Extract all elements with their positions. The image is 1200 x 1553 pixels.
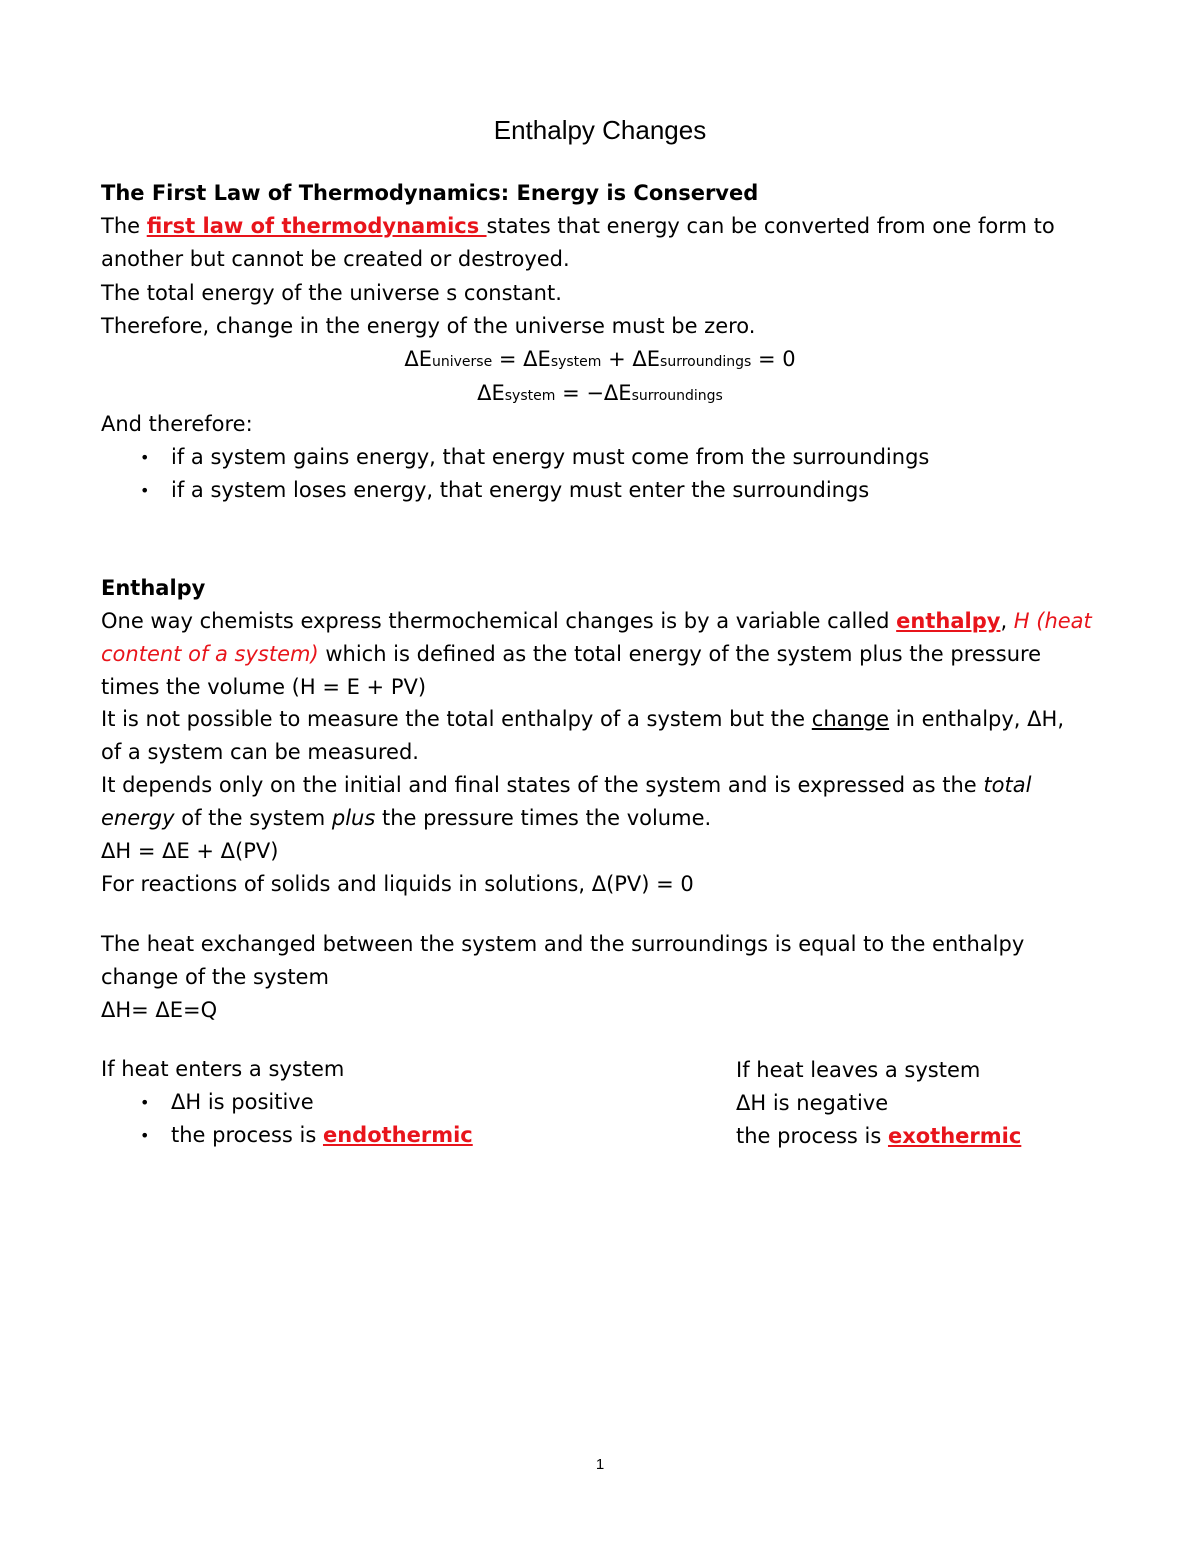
equation-heat: ΔH= ΔE=Q xyxy=(101,998,218,1022)
compare-right-heading: If heat leaves a system xyxy=(736,1058,981,1082)
term-endothermic: endothermic xyxy=(322,1123,473,1147)
bullet-list-energy xyxy=(140,441,929,507)
paragraph-line: content of a system) which is defined as the total energy of the system plus the pressure xyxy=(101,642,1042,666)
list-item: • if a system gains energy, that energy must come from the surroundings xyxy=(140,441,929,474)
term-exothermic: exothermic xyxy=(887,1124,1022,1148)
paragraph-line: The first law of thermodynamics states that energy can be converted from one form to xyxy=(101,214,1055,238)
page-title: Enthalpy Changes xyxy=(493,115,707,145)
equation-enthalpy: ΔH = ΔE + Δ(PV) xyxy=(101,839,279,863)
page-number: 1 xyxy=(595,1456,605,1473)
compare-right-line: the process is exothermic xyxy=(736,1124,1022,1148)
paragraph-line: energy of the system plus the pressure times the volume. xyxy=(101,806,712,830)
paragraph-line: another but cannot be created or destroyed. xyxy=(101,247,570,271)
paragraph-line: Therefore, change in the energy of the universe must be zero. xyxy=(101,314,756,338)
paragraph-line: For reactions of solids and liquids in solutions, Δ(PV) = 0 xyxy=(101,872,694,896)
list-item: • ΔH is positive xyxy=(140,1086,473,1119)
list-item: • if a system loses energy, that energy must enter the surroundings xyxy=(140,474,929,507)
compare-left-heading: If heat enters a system xyxy=(101,1057,345,1081)
term-enthalpy: enthalpy xyxy=(896,609,1001,633)
compare-right-line: ΔH is negative xyxy=(736,1091,889,1115)
term-first-law: first law of thermodynamics xyxy=(146,214,487,238)
paragraph-line: It depends only on the initial and final states of the system and is expressed as the total xyxy=(101,773,1032,797)
section-heading-enthalpy: Enthalpy xyxy=(101,576,206,600)
paragraph-line: And therefore: xyxy=(101,412,253,436)
paragraph-line: One way chemists express thermochemical changes is by a variable called enthalpy, H (heat xyxy=(101,609,1092,633)
paragraph-line: times the volume (H = E + PV) xyxy=(101,675,427,699)
equation-energy-system: ΔEsystem = −ΔEsurroundings xyxy=(477,381,723,405)
paragraph-line: The total energy of the universe s constant. xyxy=(101,281,562,305)
section-heading-first-law: The First Law of Thermodynamics: Energy is Conserved xyxy=(101,181,759,205)
paragraph-line: change of the system xyxy=(101,965,329,989)
equation-energy-universe: ΔEuniverse = ΔEsystem + ΔEsurroundings = 0 xyxy=(404,347,796,371)
paragraph-line: It is not possible to measure the total enthalpy of a system but the change in enthalpy, ΔH, xyxy=(101,707,1064,731)
list-item: • the process is endothermic xyxy=(140,1119,473,1152)
bullet-list-endothermic xyxy=(140,1086,473,1152)
paragraph-line: of a system can be measured. xyxy=(101,740,419,764)
paragraph-line: The heat exchanged between the system and the surroundings is equal to the enthalpy xyxy=(101,932,1025,956)
